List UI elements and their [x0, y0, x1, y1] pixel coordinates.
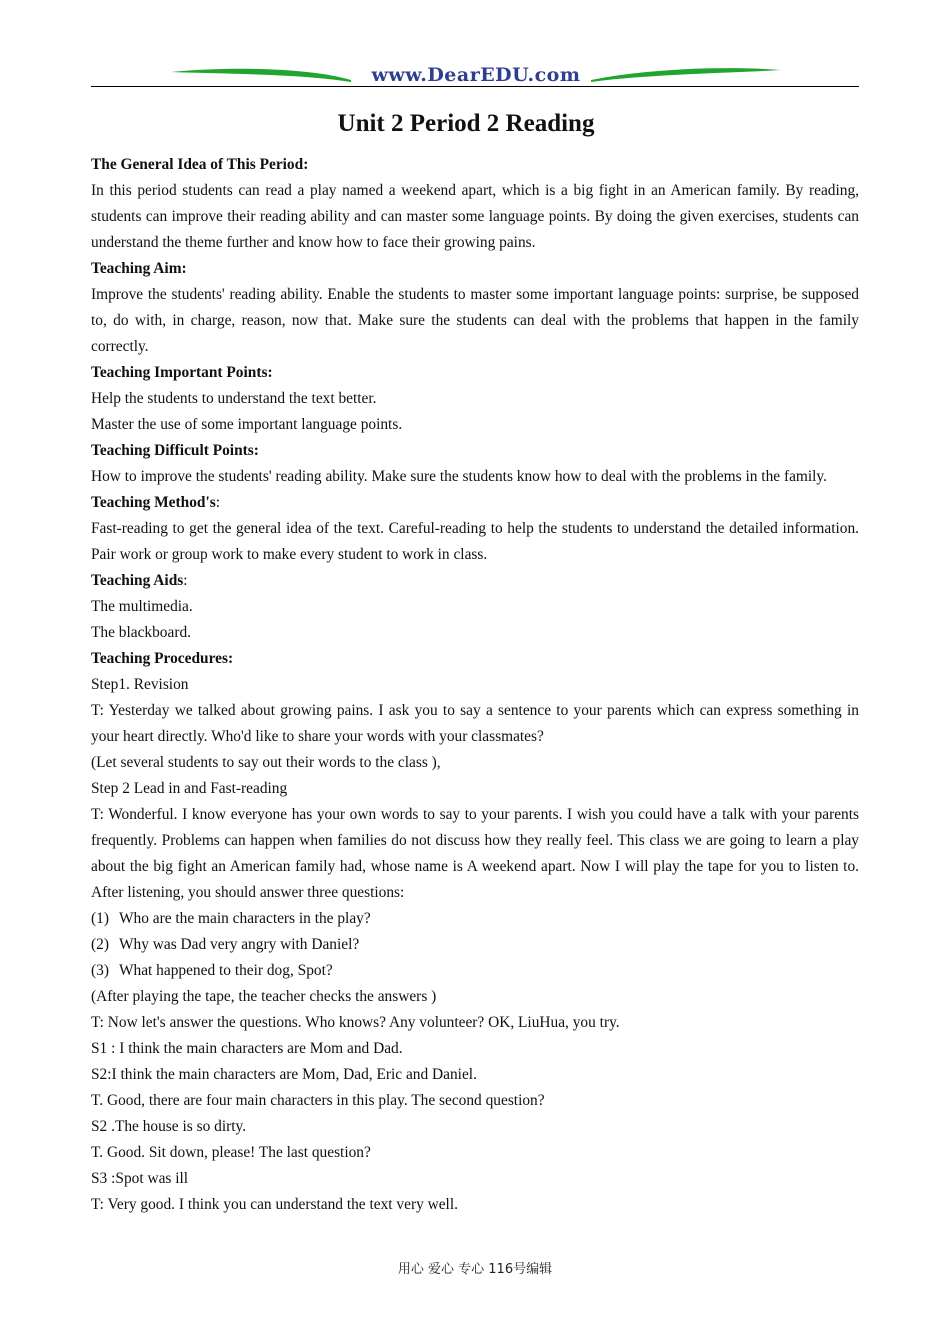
teacher-line: T: Very good. I think you can understand the text very well. — [91, 1196, 458, 1213]
teacher-line: T: Now let's answer the questions. Who knows? Any volunteer? OK, LiuHua, you try. — [91, 1014, 620, 1031]
question-item — [91, 906, 859, 932]
teaching-method-text: Fast-reading to get the general idea of the text. Careful-reading to help the students to understand the detailed information. Pair work or group work to make every student to work in class. — [91, 520, 859, 563]
student-line: S2:I think the main characters are Mom, Dad, Eric and Daniel. — [91, 1066, 477, 1083]
teacher-line: T: Yesterday we talked about growing pains. I ask you to say a sentence to your parents which can express something in your heart directly. Who'd like to share your words with your classmates? — [91, 702, 859, 745]
teaching-aid-item: The blackboard. — [91, 624, 191, 641]
page-title: Unit 2 Period 2 Reading — [337, 110, 595, 137]
stage-note: (After playing the tape, the teacher checks the answers ) — [91, 988, 437, 1005]
student-line: S3 :Spot was ill — [91, 1170, 189, 1187]
general-idea-heading: The General Idea of This Period: — [91, 156, 309, 173]
teacher-line: T. Good. Sit down, please! The last question? — [91, 1144, 371, 1161]
question-item — [91, 958, 859, 984]
question-number: (1) — [91, 910, 109, 927]
difficult-points-heading: Teaching Difficult Points: — [91, 442, 259, 459]
step-heading: Step 2 Lead in and Fast-reading — [91, 780, 288, 797]
page-header — [91, 60, 859, 90]
teaching-method-heading: Teaching Method's — [91, 494, 216, 511]
page-footer: 用心 爱心 专心 116号编辑 — [397, 1262, 553, 1277]
teacher-line: T. Good, there are four main characters in this play. The second question? — [91, 1092, 545, 1109]
general-idea-text: In this period students can read a play named a weekend apart, which is a big fight in an American family. By reading, students can improve their reading ability and can master some language points. By doing the given exercises, students can understand the theme further and know how to face their growing pains. — [91, 182, 859, 251]
colon: : — [183, 572, 188, 589]
colon: : — [215, 494, 220, 511]
student-line: S1 : I think the main characters are Mom and Dad. — [91, 1040, 403, 1057]
teacher-line: T: Wonderful. I know everyone has your own words to say to your parents. I wish you could have a talk with your parents frequently. Problems can happen when families do not discuss how they really feel. This class we are going to learn a play about the big fight an American family had, whose name is A weekend apart. Now I will play the tape for you to listen to. After listening, you should answer three questions: — [91, 806, 859, 901]
question-item — [91, 932, 859, 958]
question-text: What happened to their dog, Spot? — [119, 962, 333, 979]
important-points-heading: Teaching Important Points: — [91, 364, 273, 381]
question-text: Who are the main characters in the play? — [119, 910, 371, 927]
difficult-points-text: How to improve the students' reading ability. Make sure the students know how to deal with the problems in the family. — [91, 468, 827, 485]
teaching-aids-heading: Teaching Aids — [91, 572, 184, 589]
student-line: S2 .The house is so dirty. — [91, 1118, 247, 1135]
header-divider — [91, 86, 859, 87]
teaching-aim-heading: Teaching Aim: — [91, 260, 187, 277]
question-text: Why was Dad very angry with Daniel? — [119, 936, 360, 953]
procedures-heading: Teaching Procedures: — [91, 650, 234, 667]
question-number: (2) — [91, 936, 109, 953]
question-number: (3) — [91, 962, 109, 979]
step-heading: Step1. Revision — [91, 676, 189, 693]
important-point-item: Master the use of some important language points. — [91, 416, 403, 433]
teaching-aid-item: The multimedia. — [91, 598, 193, 615]
stage-note: (Let several students to say out their words to the class ), — [91, 754, 441, 771]
important-point-item: Help the students to understand the text better. — [91, 390, 377, 407]
site-logo[interactable]: www.DearEDU.com — [371, 64, 581, 86]
document-body — [91, 152, 859, 1218]
teaching-aim-text: Improve the students' reading ability. Enable the students to master some important language points: surprise, be supposed to, do with, in charge, reason, now that. Make sure the students can deal with the problems that happen in the family correctly. — [91, 286, 859, 355]
